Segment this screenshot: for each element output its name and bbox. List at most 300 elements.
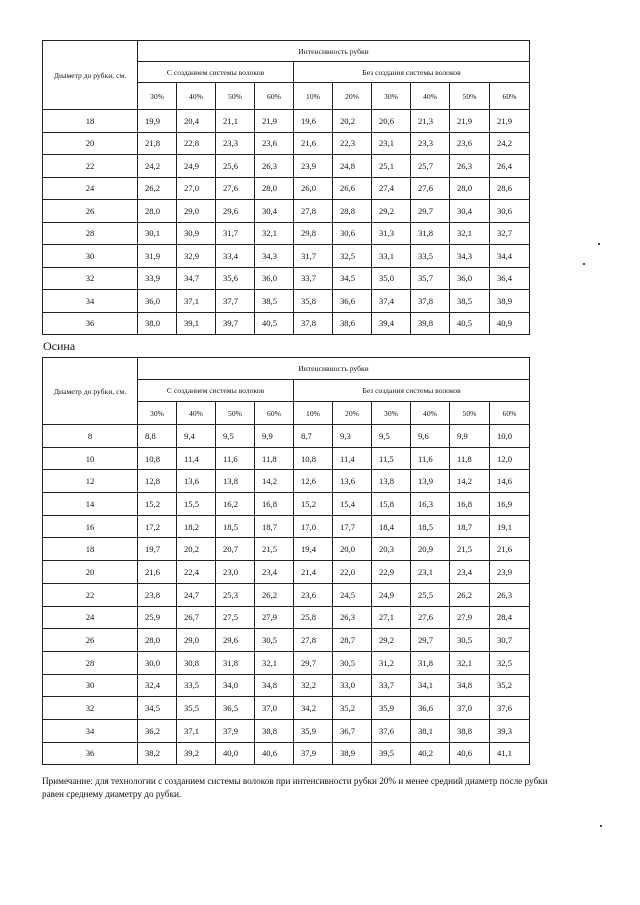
value-cell: 34,2	[294, 697, 333, 720]
value-cell: 19,9	[138, 110, 177, 133]
value-cell: 29,0	[177, 200, 216, 223]
value-cell: 37,8	[294, 312, 333, 335]
col-header: 40%	[177, 402, 216, 425]
value-cell: 40,2	[411, 742, 450, 765]
value-cell: 26,3	[333, 606, 372, 629]
value-cell: 38,8	[450, 719, 490, 742]
value-cell: 33,7	[372, 674, 411, 697]
value-cell: 36,7	[333, 719, 372, 742]
diameter-cell: 30	[43, 674, 138, 697]
value-cell: 18,5	[411, 515, 450, 538]
diameter-cell: 20	[43, 132, 138, 155]
value-cell: 34,3	[255, 245, 294, 268]
value-cell: 34,8	[255, 674, 294, 697]
value-cell: 21,6	[138, 561, 177, 584]
species-caption: Осина	[43, 339, 76, 353]
value-cell: 27,4	[372, 177, 411, 200]
value-cell: 11,4	[177, 447, 216, 470]
value-cell: 20,7	[216, 538, 255, 561]
value-cell: 25,9	[138, 606, 177, 629]
value-cell: 34,5	[138, 697, 177, 720]
value-cell: 22,3	[333, 132, 372, 155]
diameter-cell: 26	[43, 629, 138, 652]
value-cell: 29,8	[294, 222, 333, 245]
value-cell: 37,9	[216, 719, 255, 742]
value-cell: 27,6	[411, 606, 450, 629]
value-cell: 23,3	[411, 132, 450, 155]
with-system-header: С созданием системы волоков	[138, 62, 294, 83]
diameter-cell: 28	[43, 222, 138, 245]
col-header: 60%	[490, 83, 530, 110]
col-header: 60%	[255, 402, 294, 425]
table-row	[43, 719, 530, 742]
value-cell: 36,0	[255, 267, 294, 290]
value-cell: 39,4	[372, 312, 411, 335]
value-cell: 27,8	[294, 200, 333, 223]
diameter-cell: 36	[43, 742, 138, 765]
value-cell: 15,8	[372, 493, 411, 516]
value-cell: 14,6	[490, 470, 530, 493]
value-cell: 19,1	[490, 515, 530, 538]
value-cell: 9,3	[333, 425, 372, 448]
without-system-header: Без создания системы волоков	[294, 380, 530, 402]
value-cell: 25,7	[411, 155, 450, 178]
value-cell: 34,4	[490, 245, 530, 268]
value-cell: 30,7	[490, 629, 530, 652]
value-cell: 29,6	[216, 629, 255, 652]
value-cell: 39,1	[177, 312, 216, 335]
value-cell: 26,0	[294, 177, 333, 200]
diameter-cell: 24	[43, 606, 138, 629]
value-cell: 31,8	[411, 222, 450, 245]
value-cell: 25,5	[411, 583, 450, 606]
value-cell: 31,8	[411, 651, 450, 674]
value-cell: 25,1	[372, 155, 411, 178]
value-cell: 10,8	[138, 447, 177, 470]
value-cell: 29,2	[372, 629, 411, 652]
value-cell: 29,7	[294, 651, 333, 674]
value-cell: 24,9	[372, 583, 411, 606]
value-cell: 32,5	[333, 245, 372, 268]
diameter-cell: 22	[43, 155, 138, 178]
value-cell: 24,8	[333, 155, 372, 178]
value-cell: 21,3	[411, 110, 450, 133]
diameter-cell: 22	[43, 583, 138, 606]
diameter-cell: 20	[43, 561, 138, 584]
value-cell: 20,4	[177, 110, 216, 133]
value-cell: 28,0	[138, 629, 177, 652]
table-row	[43, 110, 530, 133]
table-row	[43, 200, 530, 223]
value-cell: 20,0	[333, 538, 372, 561]
value-cell: 20,2	[333, 110, 372, 133]
value-cell: 14,2	[255, 470, 294, 493]
value-cell: 40,9	[490, 312, 530, 335]
value-cell: 8,8	[138, 425, 177, 448]
value-cell: 26,4	[490, 155, 530, 178]
diameter-cell: 18	[43, 110, 138, 133]
value-cell: 26,2	[450, 583, 490, 606]
intensity-header: Интенсивность рубки	[138, 358, 530, 380]
value-cell: 28,0	[450, 177, 490, 200]
value-cell: 36,0	[450, 267, 490, 290]
value-cell: 31,7	[294, 245, 333, 268]
table-row	[43, 267, 530, 290]
value-cell: 33,9	[138, 267, 177, 290]
diameter-cell: 26	[43, 200, 138, 223]
value-cell: 31,7	[216, 222, 255, 245]
value-cell: 25,3	[216, 583, 255, 606]
col-header: 40%	[411, 83, 450, 110]
value-cell: 22,0	[333, 561, 372, 584]
diameter-cell: 8	[43, 425, 138, 448]
value-cell: 34,1	[411, 674, 450, 697]
value-cell: 13,8	[372, 470, 411, 493]
col-header: 60%	[255, 83, 294, 110]
value-cell: 37,6	[490, 697, 530, 720]
value-cell: 21,5	[450, 538, 490, 561]
table-row	[43, 742, 530, 765]
value-cell: 32,7	[490, 222, 530, 245]
value-cell: 15,5	[177, 493, 216, 516]
value-cell: 21,1	[216, 110, 255, 133]
diameter-cell: 14	[43, 493, 138, 516]
value-cell: 16,9	[490, 493, 530, 516]
scan-speck	[583, 263, 585, 265]
value-cell: 38,5	[450, 290, 490, 313]
value-cell: 17,7	[333, 515, 372, 538]
table-row	[43, 312, 530, 335]
col-header: 10%	[294, 402, 333, 425]
table-row	[43, 290, 530, 313]
value-cell: 10,8	[294, 447, 333, 470]
value-cell: 38,6	[333, 312, 372, 335]
value-cell: 17,2	[138, 515, 177, 538]
col-header: 20%	[333, 83, 372, 110]
col-header: 60%	[490, 402, 530, 425]
value-cell: 38,9	[490, 290, 530, 313]
value-cell: 37,1	[177, 290, 216, 313]
table-row	[43, 697, 530, 720]
value-cell: 20,6	[372, 110, 411, 133]
value-cell: 21,4	[294, 561, 333, 584]
table-row	[43, 561, 530, 584]
value-cell: 33,1	[372, 245, 411, 268]
value-cell: 39,8	[411, 312, 450, 335]
value-cell: 27,6	[216, 177, 255, 200]
value-cell: 32,5	[490, 651, 530, 674]
value-cell: 24,7	[177, 583, 216, 606]
col-header: 40%	[177, 83, 216, 110]
value-cell: 23,6	[450, 132, 490, 155]
value-cell: 28,7	[333, 629, 372, 652]
value-cell: 24,2	[138, 155, 177, 178]
value-cell: 31,2	[372, 651, 411, 674]
value-cell: 39,3	[490, 719, 530, 742]
value-cell: 24,9	[177, 155, 216, 178]
table-2-body	[43, 425, 530, 765]
value-cell: 32,1	[450, 651, 490, 674]
value-cell: 12,8	[138, 470, 177, 493]
table-row	[43, 177, 530, 200]
value-cell: 21,6	[490, 538, 530, 561]
value-cell: 19,4	[294, 538, 333, 561]
diameter-table-1	[42, 40, 530, 335]
diameter-header: Диаметр до рубки, см.	[43, 41, 138, 110]
table-row	[43, 245, 530, 268]
table-row	[43, 674, 530, 697]
footnote: Примечание: для технологии с созданием системы волоков при интенсивности рубки 20% и менее средний диаметр после рубки равен среднему диаметру до рубки.	[42, 776, 548, 799]
value-cell: 33,4	[216, 245, 255, 268]
col-header: 50%	[450, 402, 490, 425]
value-cell: 24,2	[490, 132, 530, 155]
value-cell: 29,2	[372, 200, 411, 223]
intensity-header: Интенсивность рубки	[138, 41, 530, 62]
table-row	[43, 132, 530, 155]
value-cell: 18,5	[216, 515, 255, 538]
scan-speck	[600, 825, 602, 827]
value-cell: 20,2	[177, 538, 216, 561]
value-cell: 9,6	[411, 425, 450, 448]
value-cell: 32,1	[255, 222, 294, 245]
value-cell: 30,1	[138, 222, 177, 245]
value-cell: 23,0	[216, 561, 255, 584]
diameter-cell: 32	[43, 267, 138, 290]
diameter-cell: 12	[43, 470, 138, 493]
value-cell: 30,4	[450, 200, 490, 223]
value-cell: 31,9	[138, 245, 177, 268]
value-cell: 26,3	[255, 155, 294, 178]
value-cell: 31,8	[216, 651, 255, 674]
value-cell: 15,4	[333, 493, 372, 516]
value-cell: 30,0	[138, 651, 177, 674]
value-cell: 11,8	[255, 447, 294, 470]
value-cell: 37,6	[372, 719, 411, 742]
value-cell: 29,6	[216, 200, 255, 223]
col-header: 40%	[411, 402, 450, 425]
value-cell: 8,7	[294, 425, 333, 448]
value-cell: 40,0	[216, 742, 255, 765]
diameter-cell: 28	[43, 651, 138, 674]
value-cell: 26,2	[255, 583, 294, 606]
value-cell: 26,2	[138, 177, 177, 200]
value-cell: 9,9	[450, 425, 490, 448]
value-cell: 36,0	[138, 290, 177, 313]
table-row	[43, 629, 530, 652]
diameter-cell: 18	[43, 538, 138, 561]
value-cell: 40,5	[255, 312, 294, 335]
value-cell: 18,4	[372, 515, 411, 538]
value-cell: 32,1	[450, 222, 490, 245]
value-cell: 16,8	[450, 493, 490, 516]
value-cell: 28,0	[138, 200, 177, 223]
table-row	[43, 493, 530, 516]
value-cell: 34,7	[177, 267, 216, 290]
table-row	[43, 583, 530, 606]
diameter-header: Диаметр до рубки, см.	[43, 358, 138, 425]
value-cell: 34,3	[450, 245, 490, 268]
value-cell: 16,8	[255, 493, 294, 516]
value-cell: 10,0	[490, 425, 530, 448]
value-cell: 38,2	[138, 742, 177, 765]
value-cell: 27,5	[216, 606, 255, 629]
value-cell: 30,9	[177, 222, 216, 245]
value-cell: 12,0	[490, 447, 530, 470]
value-cell: 22,8	[177, 132, 216, 155]
value-cell: 28,8	[333, 200, 372, 223]
col-header: 50%	[450, 83, 490, 110]
value-cell: 27,1	[372, 606, 411, 629]
value-cell: 32,1	[255, 651, 294, 674]
value-cell: 35,0	[372, 267, 411, 290]
value-cell: 23,6	[294, 583, 333, 606]
value-cell: 34,5	[333, 267, 372, 290]
value-cell: 26,6	[333, 177, 372, 200]
value-cell: 11,6	[411, 447, 450, 470]
value-cell: 41,1	[490, 742, 530, 765]
value-cell: 9,4	[177, 425, 216, 448]
value-cell: 30,5	[450, 629, 490, 652]
value-cell: 37,0	[255, 697, 294, 720]
value-cell: 11,6	[216, 447, 255, 470]
value-cell: 26,7	[177, 606, 216, 629]
value-cell: 28,6	[490, 177, 530, 200]
value-cell: 13,8	[216, 470, 255, 493]
value-cell: 38,1	[411, 719, 450, 742]
value-cell: 14,2	[450, 470, 490, 493]
value-cell: 11,5	[372, 447, 411, 470]
value-cell: 25,6	[216, 155, 255, 178]
value-cell: 36,2	[138, 719, 177, 742]
table-row	[43, 538, 530, 561]
value-cell: 17,0	[294, 515, 333, 538]
value-cell: 38,0	[138, 312, 177, 335]
value-cell: 19,6	[294, 110, 333, 133]
value-cell: 35,7	[411, 267, 450, 290]
value-cell: 40,5	[450, 312, 490, 335]
value-cell: 33,5	[411, 245, 450, 268]
value-cell: 11,8	[450, 447, 490, 470]
value-cell: 30,5	[333, 651, 372, 674]
value-cell: 15,2	[294, 493, 333, 516]
diameter-cell: 10	[43, 447, 138, 470]
value-cell: 38,5	[255, 290, 294, 313]
value-cell: 34,0	[216, 674, 255, 697]
value-cell: 23,3	[216, 132, 255, 155]
value-cell: 37,9	[294, 742, 333, 765]
value-cell: 30,5	[255, 629, 294, 652]
col-header: 30%	[372, 83, 411, 110]
diameter-cell: 34	[43, 719, 138, 742]
value-cell: 35,9	[372, 697, 411, 720]
value-cell: 40,6	[255, 742, 294, 765]
table-row	[43, 651, 530, 674]
value-cell: 23,1	[411, 561, 450, 584]
value-cell: 36,4	[490, 267, 530, 290]
diameter-cell: 30	[43, 245, 138, 268]
value-cell: 18,7	[255, 515, 294, 538]
value-cell: 35,2	[490, 674, 530, 697]
value-cell: 27,0	[177, 177, 216, 200]
value-cell: 11,4	[333, 447, 372, 470]
value-cell: 32,9	[177, 245, 216, 268]
value-cell: 21,9	[490, 110, 530, 133]
table-row	[43, 606, 530, 629]
value-cell: 23,4	[450, 561, 490, 584]
value-cell: 37,1	[177, 719, 216, 742]
value-cell: 22,4	[177, 561, 216, 584]
col-header: 30%	[138, 402, 177, 425]
diameter-cell: 32	[43, 697, 138, 720]
value-cell: 21,9	[450, 110, 490, 133]
value-cell: 34,8	[450, 674, 490, 697]
col-header: 50%	[216, 402, 255, 425]
value-cell: 33,7	[294, 267, 333, 290]
table-row	[43, 155, 530, 178]
value-cell: 36,5	[216, 697, 255, 720]
table-1-body	[43, 110, 530, 335]
value-cell: 40,6	[450, 742, 490, 765]
value-cell: 21,8	[138, 132, 177, 155]
value-cell: 23,6	[255, 132, 294, 155]
value-cell: 32,2	[294, 674, 333, 697]
value-cell: 9,9	[255, 425, 294, 448]
value-cell: 23,9	[490, 561, 530, 584]
diameter-table-2	[42, 357, 530, 765]
scan-speck	[598, 243, 600, 245]
value-cell: 39,7	[216, 312, 255, 335]
value-cell: 29,7	[411, 629, 450, 652]
value-cell: 37,0	[450, 697, 490, 720]
value-cell: 28,4	[490, 606, 530, 629]
col-header: 10%	[294, 83, 333, 110]
value-cell: 24,5	[333, 583, 372, 606]
value-cell: 35,6	[216, 267, 255, 290]
value-cell: 27,9	[450, 606, 490, 629]
value-cell: 30,6	[490, 200, 530, 223]
value-cell: 9,5	[216, 425, 255, 448]
value-cell: 37,4	[372, 290, 411, 313]
with-system-header: С созданием системы волоков	[138, 380, 294, 402]
value-cell: 9,5	[372, 425, 411, 448]
table-row	[43, 515, 530, 538]
value-cell: 25,8	[294, 606, 333, 629]
value-cell: 36,6	[411, 697, 450, 720]
value-cell: 23,9	[294, 155, 333, 178]
value-cell: 18,2	[177, 515, 216, 538]
value-cell: 30,4	[255, 200, 294, 223]
value-cell: 27,8	[294, 629, 333, 652]
value-cell: 33,5	[177, 674, 216, 697]
value-cell: 21,9	[255, 110, 294, 133]
value-cell: 35,5	[177, 697, 216, 720]
diameter-cell: 24	[43, 177, 138, 200]
col-header: 50%	[216, 83, 255, 110]
value-cell: 27,6	[411, 177, 450, 200]
value-cell: 13,9	[411, 470, 450, 493]
value-cell: 19,7	[138, 538, 177, 561]
value-cell: 22,9	[372, 561, 411, 584]
value-cell: 13,6	[177, 470, 216, 493]
table-row	[43, 222, 530, 245]
value-cell: 21,6	[294, 132, 333, 155]
table-row	[43, 447, 530, 470]
value-cell: 16,2	[216, 493, 255, 516]
diameter-cell: 34	[43, 290, 138, 313]
value-cell: 23,8	[138, 583, 177, 606]
value-cell: 31,3	[372, 222, 411, 245]
col-header: 30%	[372, 402, 411, 425]
